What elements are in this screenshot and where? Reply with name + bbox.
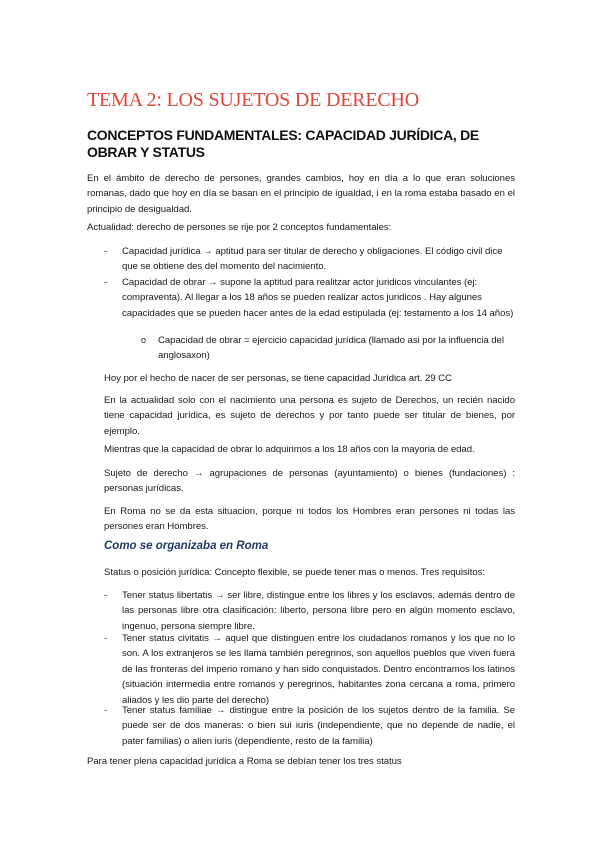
intro-paragraph: En el ámbito de derecho de persones, grandes cambios, hoy en día a lo que eran soluciones romanas, dado que hoy en día se basan en el principio de igualdad, i en la roma estaba basado en el principio de desigualdad.	[87, 173, 515, 215]
closing-paragraph: Para tener plena capacidad jurídica a Roma se debían tener los tres status	[87, 756, 402, 767]
sub-bullet-marker: o	[141, 335, 147, 345]
bullet-marker: -	[104, 633, 108, 644]
subheading-roma: Como se organizaba en Roma	[104, 540, 269, 552]
bullet-marker: -	[104, 246, 108, 257]
sub-bullet-capacidad-obrar: Capacidad de obrar = ejercicio capacidad jurídica (llamado asi por la influencia del anglosaxon)	[158, 335, 504, 362]
page-title: TEMA 2: LOS SUJETOS DE DERECHO	[87, 89, 419, 111]
bullet-status-libertatis: Tener status libertatis → ser libre, distingue entre los libres y los esclavos, además dentro de las personas libre otra clasificación: liberto, persona libre pero en algún momento esclavo, ingenuo, persona siempre libre.	[122, 590, 515, 632]
bullet-capacidad-obrar: Capacidad de obrar → supone la aptitud para realitzar actor juridicos vinculantes (ej: compraventa). Al llegar a los 18 años se pueden realizar actos juridicos . Hay algunes capacidades que se pueden hacer antes de la edad estipulada (ej: testamento a los 14 años)	[122, 277, 514, 319]
bullet-status-civitatis: Tener status civitatis → aquel que distinguen entre los ciudadanos romanos y los que no lo son. A los extranjeros se les llama también peregrinos, son aquellos pueblos que viven fuera de las fronteras del imperio romano y han sido conquistados. Dentro encontramos los latinos (situación intermedia entre romanos y peregrinos, habitantes zona cercana a roma, primero aliados y les dio parte del derecho)	[122, 633, 515, 706]
bullet-marker: -	[104, 277, 108, 288]
paragraph-actualidad-nacimiento: En la actualidad solo con el nacimiento una persona es sujeto de Derechos, un recién nacido tiene capacidad jurídica, es sujeto de derechos y por tanto puede ser titular de bienes, por ejemplo.	[104, 395, 515, 437]
paragraph-sujeto-derecho: Sujeto de derecho → agrupaciones de personas (ayuntamiento) o bienes (fundaciones) : personas jurídicas.	[104, 468, 515, 495]
bullet-status-familiae: Tener status familiae → distingue entre la posición de los sujetos dentro de la familia. Se puede ser de dos maneras: o bien sui iuris (independiente, que no depende de nadie, el pater familias) o alien iuris (dependiente, resto de la familia)	[122, 705, 515, 747]
paragraph-capacidad-juridica: Hoy por el hecho de nacer de ser personas, se tiene capacidad Jurídica art. 29 CC	[104, 373, 452, 384]
paragraph-mayoria-edad: Mientras que la capacidad de obrar lo adquirimos a los 18 años con la mayoria de edad.	[104, 444, 475, 455]
bullet-capacidad-juridica: Capacidad jurídica → aptitud para ser titular de derecho y obligaciones. El código civil dice que se obtiene des del momento del nacimiento.	[122, 246, 503, 273]
actualidad-paragraph: Actualidad: derecho de persones se rije por 2 conceptos fundamentales:	[87, 222, 392, 233]
paragraph-roma: En Roma no se da esta situacion, porque ni todos los Hombres eran persones ni todas las persones eran Hombres.	[104, 506, 515, 533]
section-heading: CONCEPTOS FUNDAMENTALES: CAPACIDAD JURÍDICA, DE OBRAR Y STATUS	[87, 127, 479, 160]
status-intro: Status o posición jurídica: Concepto flexible, se puede tener mas o menos. Tres requisitos:	[104, 567, 486, 578]
bullet-marker: -	[104, 705, 108, 716]
bullet-marker: -	[104, 590, 108, 601]
